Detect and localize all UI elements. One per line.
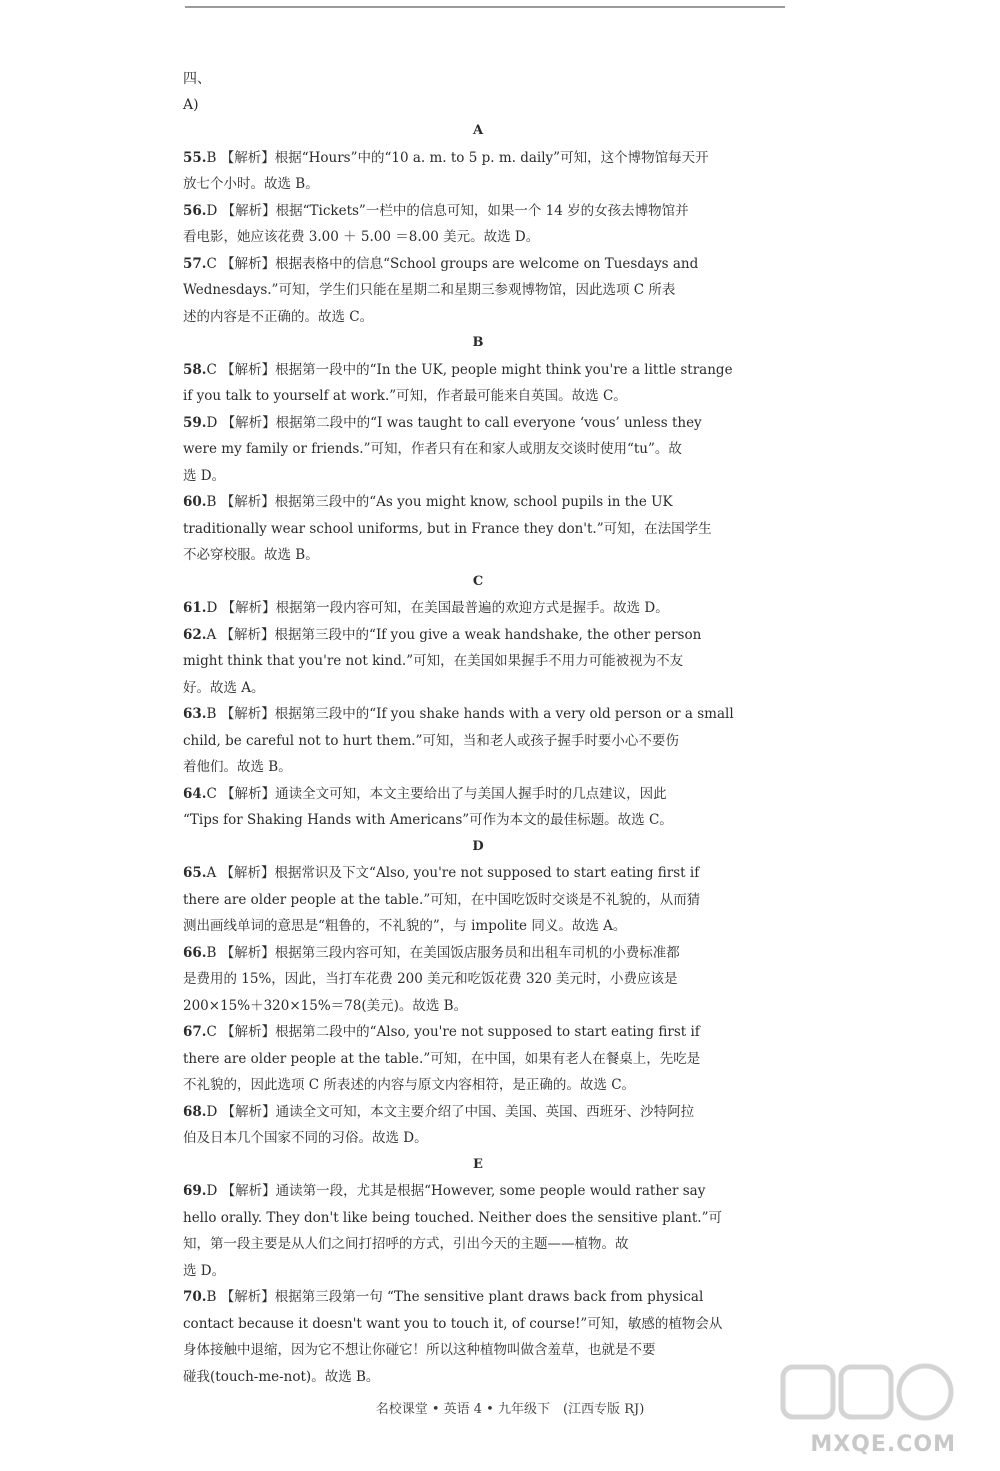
question-number: 63.	[183, 706, 207, 722]
answer-line	[183, 436, 773, 463]
answer-text: C 【解析】根据表格中的信息“School groups are welcome on Tuesdays and	[206, 255, 699, 272]
answer-text: C 【解析】根据第二段中的“Also, you're not supposed to start eating first if	[206, 1024, 700, 1040]
part-heading: 四、	[183, 71, 211, 87]
question-number: 62.	[183, 626, 207, 643]
answer-line	[183, 463, 773, 490]
answer-line	[183, 251, 773, 278]
answer-text: D 【解析】通读第一段，尤其是根据“However, some people would rather say	[206, 1183, 706, 1199]
question-number: 67.	[183, 1024, 207, 1040]
answer-text: hello orally. They don't like being touched. Neither does the sensitive plant.”可	[183, 1209, 722, 1226]
answer-item	[183, 701, 773, 781]
answer-item	[183, 860, 773, 940]
question-number: 60.	[183, 494, 207, 510]
answer-line	[183, 1258, 773, 1285]
answer-line	[183, 754, 773, 781]
answer-text: 好。故选 A。	[183, 679, 265, 696]
answer-line	[183, 1284, 773, 1311]
answer-line	[183, 887, 773, 914]
answer-text: 碰我(touch-me-not)。故选 B。	[183, 1368, 380, 1385]
answer-line	[183, 781, 773, 808]
answer-line	[183, 1205, 773, 1232]
answer-text: B 【解析】根据第三段中的“As you might know, school pupils in the UK	[206, 494, 673, 510]
section-label: B	[472, 335, 484, 350]
answer-item	[183, 1019, 773, 1099]
answer-text: 着他们。故选 B。	[183, 759, 292, 775]
answer-item	[183, 1099, 773, 1152]
section-label: E	[473, 1156, 483, 1172]
answer-item	[183, 198, 773, 251]
answer-line	[183, 648, 773, 675]
answer-line	[183, 675, 773, 702]
answer-text: 身体接触中退缩，因为它不想让你碰它！所以这种植物叫做含羞草，也就是不要	[183, 1342, 656, 1358]
answer-line	[183, 171, 773, 198]
sections-container	[183, 118, 773, 1390]
section-label: D	[472, 838, 484, 854]
answer-line	[183, 1125, 773, 1152]
answer-line	[183, 304, 773, 331]
answer-text: B 【解析】根据“Hours”中的“10 a. m. to 5 p. m. daily”可知，这个博物馆每天开	[206, 149, 709, 166]
question-number: 69.	[183, 1183, 207, 1199]
answer-text: were my family or friends.”可知，作者只有在和家人或朋友交谈时使用“tu”。故	[183, 441, 682, 457]
answer-text: Wednesdays.”可知，学生们只能在星期二和星期三参观博物馆，因此选项 C 所表	[183, 282, 676, 298]
question-number: 68.	[183, 1103, 207, 1120]
answer-line	[183, 1231, 773, 1258]
question-number: 65.	[183, 865, 207, 881]
answer-item	[183, 489, 773, 569]
answer-line	[183, 489, 773, 516]
answer-line	[183, 410, 773, 437]
question-number: 57.	[183, 255, 207, 272]
question-number: 59.	[183, 414, 207, 431]
answer-text: 是费用的 15%，因此，当打车花费 200 美元和吃饭花费 320 美元时，小费应该是	[183, 971, 678, 987]
answer-text: D 【解析】根据第二段中的“I was taught to call everyone ‘vous’ unless they	[206, 414, 702, 431]
page-footer: 名校课堂 • 英语 4 • 九年级下 (江西专版 RJ)	[375, 1402, 645, 1417]
question-number: 56.	[183, 202, 207, 219]
answer-line	[183, 701, 773, 728]
answer-text: 选 D。	[183, 467, 226, 484]
answer-text: A 【解析】根据第三段中的“If you give a weak handshake, the other person	[206, 626, 702, 643]
answer-line	[183, 728, 773, 755]
answer-text: D 【解析】根据“Tickets”一栏中的信息可知，如果一个 14 岁的女孩去博物馆并	[206, 202, 689, 219]
answer-text: 伯及日本几个国家不同的习俗。故选 D。	[183, 1130, 428, 1146]
answer-text: contact because it doesn't want you to touch it, of course!”可知，敏感的植物会从	[183, 1315, 723, 1332]
answer-text: there are older people at the table.”可知，在中国，如果有老人在餐桌上，先吃是	[183, 1050, 701, 1067]
answer-text: C 【解析】通读全文可知，本文主要给出了与美国人握手时的几点建议，因此	[206, 785, 667, 802]
answer-text: might think that you're not kind.”可知，在美国如果握手不用力可能被视为不友	[183, 653, 684, 669]
question-number: 66.	[183, 944, 207, 961]
answer-item	[183, 781, 773, 834]
answer-line	[183, 993, 773, 1020]
answer-item	[183, 940, 773, 1020]
answer-line	[183, 145, 773, 172]
answer-text: 看电影，她应该花费 3.00 ＋ 5.00 ＝8.00 美元。故选 D。	[183, 229, 540, 245]
answer-item	[183, 410, 773, 490]
answer-item	[183, 1284, 773, 1390]
answer-item	[183, 251, 773, 331]
answer-text: “Tips for Shaking Hands with Americans”可作为本文的最佳标题。故选 C。	[183, 812, 673, 828]
answer-line	[183, 940, 773, 967]
answer-line	[183, 1019, 773, 1046]
answer-line	[183, 595, 773, 622]
answer-text: B 【解析】根据第三段第一句 “The sensitive plant draws back from physical	[206, 1289, 704, 1305]
answer-text: 选 D。	[183, 1262, 226, 1279]
answer-item	[183, 357, 773, 410]
answer-line	[183, 224, 773, 251]
question-number: 70.	[183, 1289, 207, 1305]
answer-line	[183, 913, 773, 940]
answer-text: 不礼貌的，因此选项 C 所表述的内容与原文内容相符，是正确的。故选 C。	[183, 1077, 636, 1093]
answer-text: C 【解析】根据第一段中的“In the UK, people might think you're a little strange	[206, 361, 733, 378]
answer-key-content	[183, 66, 773, 1390]
answer-item	[183, 595, 773, 622]
answer-line	[183, 1337, 773, 1364]
answer-line	[183, 383, 773, 410]
answer-text: A 【解析】根据常识及下文“Also, you're not supposed to start eating first if	[206, 865, 700, 881]
answer-line	[183, 357, 773, 384]
answer-text: B 【解析】根据第三段中的“If you shake hands with a very old person or a small	[206, 706, 734, 722]
answer-text: D 【解析】根据第一段内容可知，在美国最普遍的欢迎方式是握手。故选 D。	[206, 600, 669, 616]
question-number: 64.	[183, 785, 207, 802]
answer-text: 放七个小时。故选 B。	[183, 176, 319, 192]
answer-text: B 【解析】根据第三段内容可知，在美国饭店服务员和出租车司机的小费标准都	[206, 944, 680, 961]
answer-text: child, be careful not to hurt them.”可知，当和老人或孩子握手时要小心不要伤	[183, 732, 679, 749]
question-number: 55.	[183, 149, 207, 166]
answer-item	[183, 1178, 773, 1284]
answer-line	[183, 1178, 773, 1205]
watermark-text: MXQE.COM	[810, 1432, 956, 1457]
answer-text: traditionally wear school uniforms, but in France they don't.”可知，在法国学生	[183, 520, 712, 537]
answer-text: 测出画线单词的意思是“粗鲁的，不礼貌的”，与 impolite 同义。故选 A。	[183, 918, 627, 934]
answer-line	[183, 1311, 773, 1338]
answer-line	[183, 1072, 773, 1099]
answer-line	[183, 1046, 773, 1073]
answer-line	[183, 1099, 773, 1126]
answer-text: 不必穿校服。故选 B。	[183, 547, 319, 563]
answer-text: 200×15%＋320×15%＝78(美元)。故选 B。	[183, 997, 468, 1014]
answer-line	[183, 966, 773, 993]
question-number: 58.	[183, 361, 207, 378]
top-rule	[185, 6, 785, 8]
section-label: A	[472, 123, 484, 138]
section-label: C	[472, 573, 484, 589]
answer-text: 述的内容是不正确的。故选 C。	[183, 308, 374, 325]
answer-line	[183, 1364, 773, 1391]
answer-text: 知，第一段主要是从人们之间打招呼的方式，引出今天的主题——植物。故	[183, 1236, 629, 1252]
question-number: 61.	[183, 600, 207, 616]
answer-line	[183, 622, 773, 649]
answer-line	[183, 542, 773, 569]
answer-line	[183, 860, 773, 887]
answer-text: D 【解析】通读全文可知，本文主要介绍了中国、美国、英国、西班牙、沙特阿拉	[206, 1103, 695, 1120]
subpart-heading: A)	[183, 97, 199, 113]
answer-text: there are older people at the table.”可知，在中国吃饭时交谈是不礼貌的，从而猜	[183, 891, 701, 908]
answer-line	[183, 198, 773, 225]
answer-item	[183, 622, 773, 702]
answer-line	[183, 516, 773, 543]
answer-item	[183, 145, 773, 198]
answer-line	[183, 807, 773, 834]
answer-line	[183, 277, 773, 304]
answer-text: if you talk to yourself at work.”可知，作者最可能来自英国。故选 C。	[183, 388, 627, 404]
